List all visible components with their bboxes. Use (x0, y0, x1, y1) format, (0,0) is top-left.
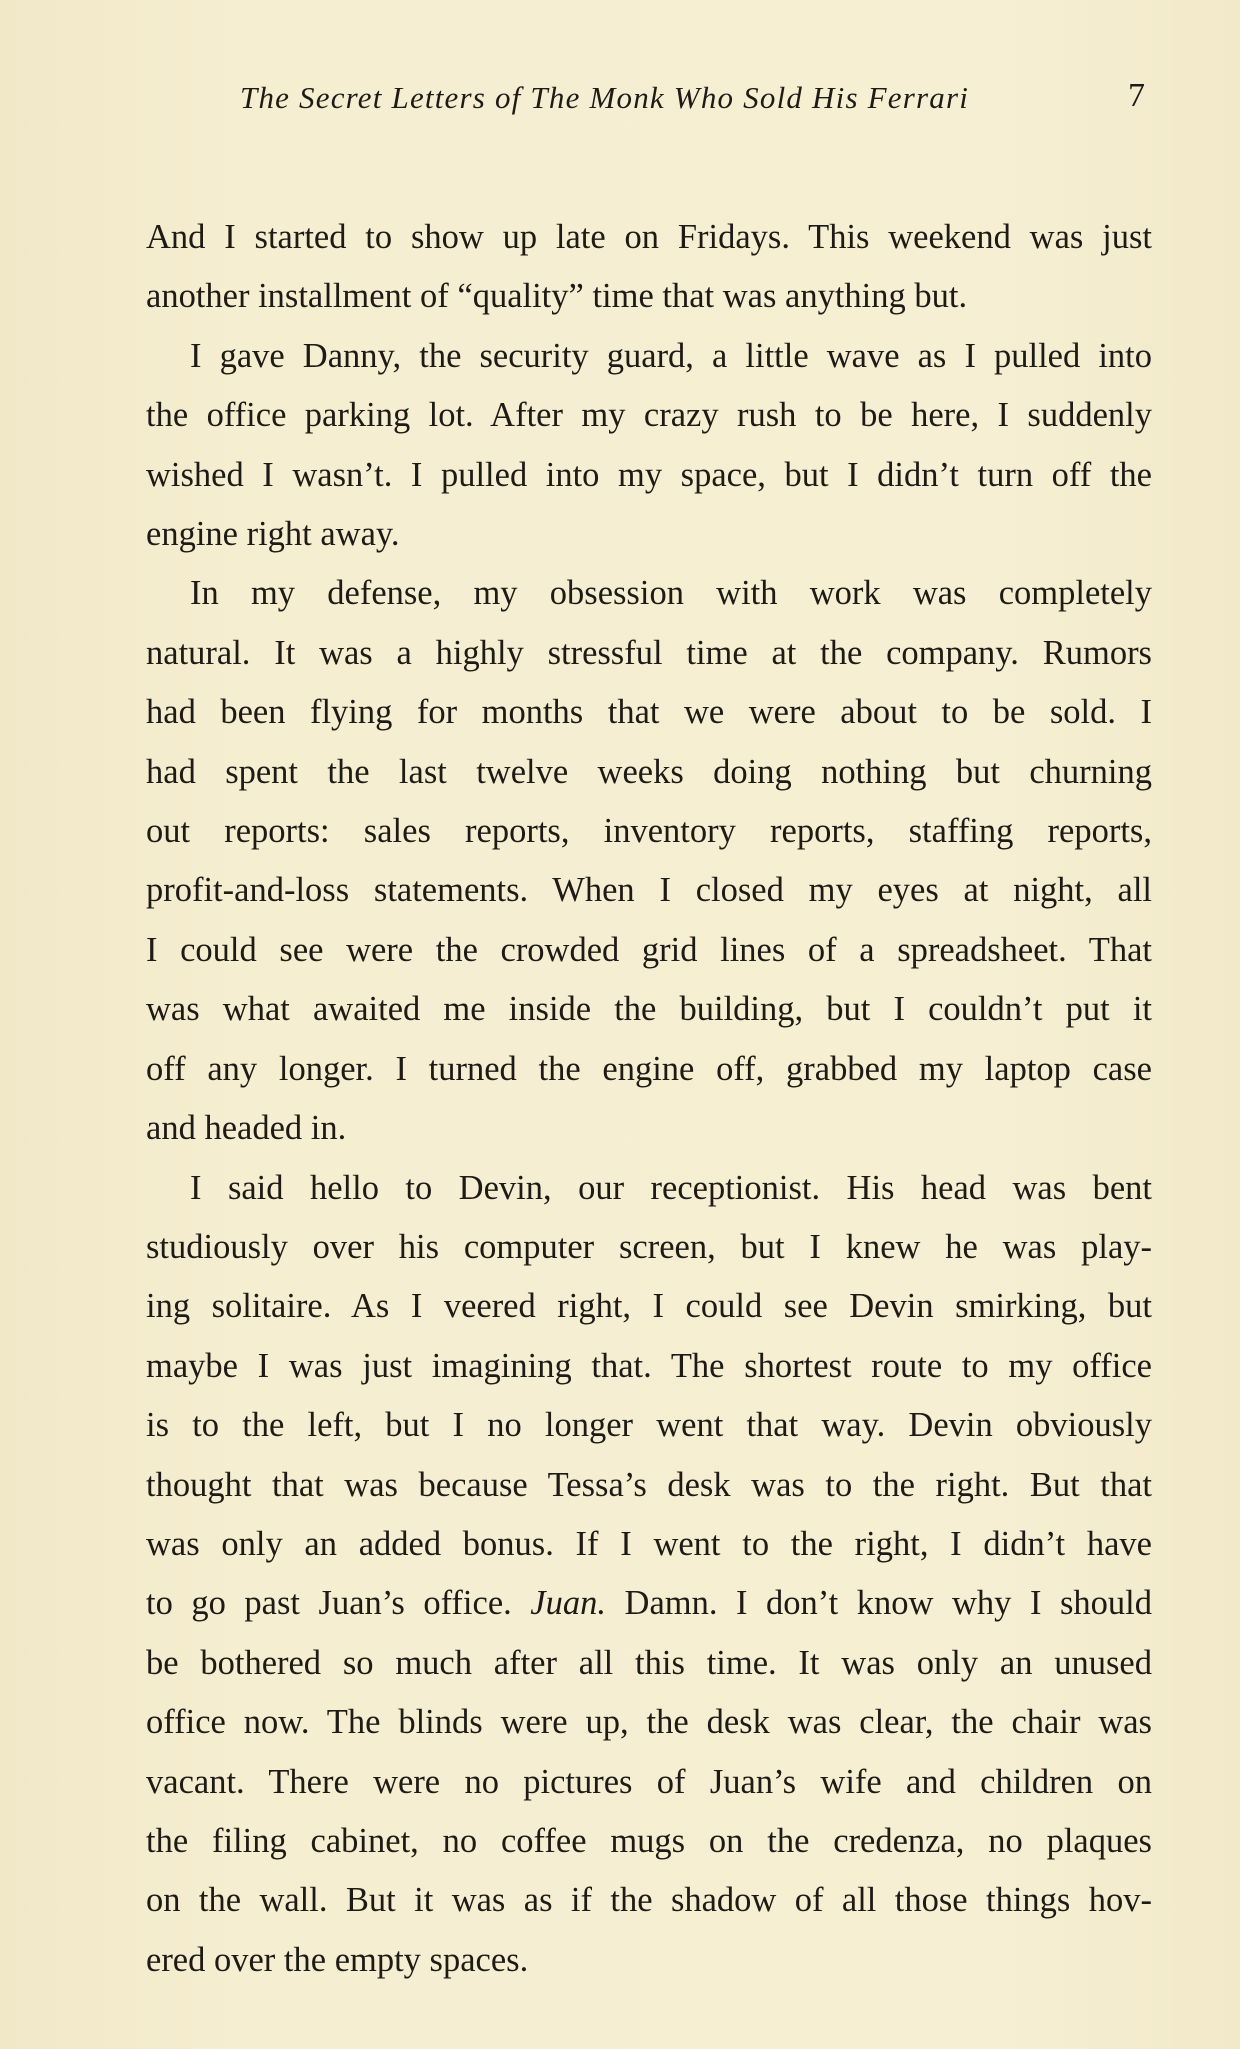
text-line: ered over the empty spaces. (146, 1940, 529, 1979)
text-line: the filing cabinet, no coffee mugs on the credenza, no plaques (146, 1821, 1152, 1860)
text-line: I could see were the crowded grid lines of a spreadsheet. That (146, 930, 1152, 969)
text-line: had spent the last twelve weeks doing nothing but churning (146, 752, 1152, 791)
text-line: out reports: sales reports, inventory reports, staffing reports, (146, 812, 1152, 851)
paragraph-1 (146, 208, 1152, 327)
text-line: the office parking lot. After my crazy rush to be here, I suddenly (146, 396, 1152, 435)
running-title: The Secret Letters of The Monk Who Sold His Ferrari (240, 80, 970, 115)
text-line-with-italic (146, 1574, 1152, 1633)
text-line: had been flying for months that we were about to be sold. I (146, 693, 1152, 732)
text-line: off any longer. I turned the engine off, grabbed my laptop case (146, 1049, 1152, 1088)
text-line: office now. The blinds were up, the desk was clear, the chair was (146, 1703, 1152, 1742)
text-line: In my defense, my obsession with work was completely (190, 574, 1152, 613)
text-line: engine right away. (146, 515, 400, 554)
text-line: and headed in. (146, 1109, 347, 1148)
text-line: And I started to show up late on Fridays. This weekend was just (146, 218, 1152, 256)
text-line: was only an added bonus. If I went to the right, I didn’t have (146, 1524, 1152, 1563)
text-line: vacant. There were no pictures of Juan’s wife and children on (146, 1762, 1152, 1801)
body-text (146, 208, 1152, 1990)
text-line: on the wall. But it was as if the shadow of all those things hov- (146, 1881, 1152, 1920)
text-line: wished I wasn’t. I pulled into my space, but I didn’t turn off the (146, 455, 1152, 494)
text-line: maybe I was just imagining that. The shortest route to my office (146, 1346, 1152, 1385)
text-line: another installment of “quality” time that was anything but. (146, 277, 968, 316)
text-line: ing solitaire. As I veered right, I could see Devin smirking, but (146, 1287, 1152, 1326)
paragraph-3 (146, 564, 1152, 1158)
text-line: natural. It was a highly stressful time at the company. Rumors (146, 633, 1152, 672)
text-line: be bothered so much after all this time. It was only an unused (146, 1643, 1152, 1682)
text-line: I gave Danny, the security guard, a little wave as I pulled into (190, 336, 1152, 375)
page-number: 7 (1128, 77, 1145, 114)
text-segment: to go past Juan’s office. (146, 1584, 531, 1623)
text-line: thought that was because Tessa’s desk was to the right. But that (146, 1465, 1152, 1504)
text-line: I said hello to Devin, our receptionist. His head was bent (190, 1168, 1152, 1207)
text-line: profit-and-loss statements. When I closed my eyes at night, all (146, 871, 1152, 910)
paragraph-4 (146, 1159, 1152, 1991)
paragraph-2 (146, 327, 1152, 565)
italic-name: Juan. (530, 1584, 606, 1623)
text-segment: Damn. I don’t know why I should (606, 1584, 1152, 1623)
text-line: studiously over his computer screen, but I knew he was play- (146, 1227, 1152, 1266)
text-line: is to the left, but I no longer went that way. Devin obviously (146, 1406, 1152, 1445)
text-line: was what awaited me inside the building, but I couldn’t put it (146, 990, 1152, 1029)
